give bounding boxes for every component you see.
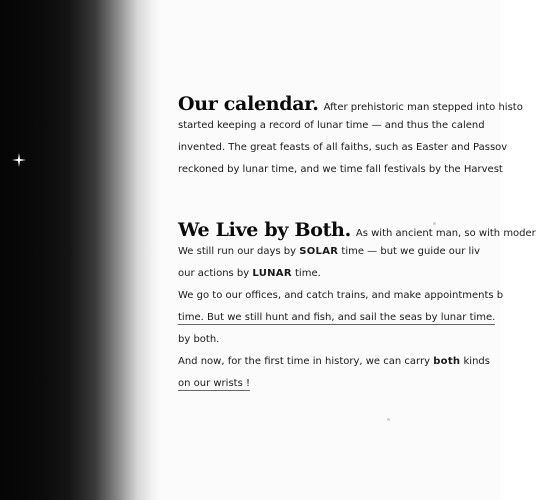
- paragraph-line: [178, 373, 538, 395]
- four-point-star-icon: [12, 153, 26, 167]
- paragraph-line: [178, 93, 538, 115]
- paragraph-line: started keeping a record of lunar time — and thus the calend: [178, 120, 485, 131]
- paragraph-line: [178, 351, 538, 373]
- emphasis-solar: SOLAR: [299, 246, 339, 257]
- body-text: After prehistoric man stepped into histo: [323, 102, 523, 113]
- section-heading: Our calendar.: [178, 93, 319, 115]
- section-we-live-by-both: [178, 219, 538, 395]
- paragraph-line: [178, 263, 538, 285]
- body-text: And now, for the first time in history, we can carry: [178, 356, 434, 367]
- paragraph-line: reckoned by lunar time, and we time fall festivals by the Harvest: [178, 164, 503, 175]
- body-text: kinds: [460, 356, 490, 367]
- body-text: We still run our days by: [178, 246, 300, 257]
- paragraph-line: [178, 241, 538, 263]
- section-our-calendar: [178, 93, 538, 181]
- body-text: time — but we guide our liv: [338, 246, 481, 257]
- underlined-text: time. But we still hunt and fish, and sail the seas by lunar time.: [178, 312, 496, 323]
- paragraph-line: [178, 219, 538, 241]
- body-text: time.: [291, 268, 321, 279]
- underlined-text: on our wrists !: [178, 378, 250, 389]
- body-text: our actions by: [178, 268, 253, 279]
- paragraph-line: invented. The great feasts of all faiths, such as Easter and Passov: [178, 142, 508, 153]
- paragraph-line: We go to our offices, and catch trains, and make appointments b: [178, 290, 504, 301]
- paragraph-line: [178, 307, 538, 329]
- speck-dot: [387, 418, 390, 421]
- body-text: As with ancient man, so with moder: [355, 228, 536, 239]
- dark-page-edge: [0, 0, 160, 500]
- paragraph-line: by both.: [178, 334, 220, 345]
- emphasis-lunar: LUNAR: [252, 268, 292, 279]
- emphasis-both: both: [433, 356, 461, 367]
- section-heading: We Live by Both.: [178, 219, 351, 241]
